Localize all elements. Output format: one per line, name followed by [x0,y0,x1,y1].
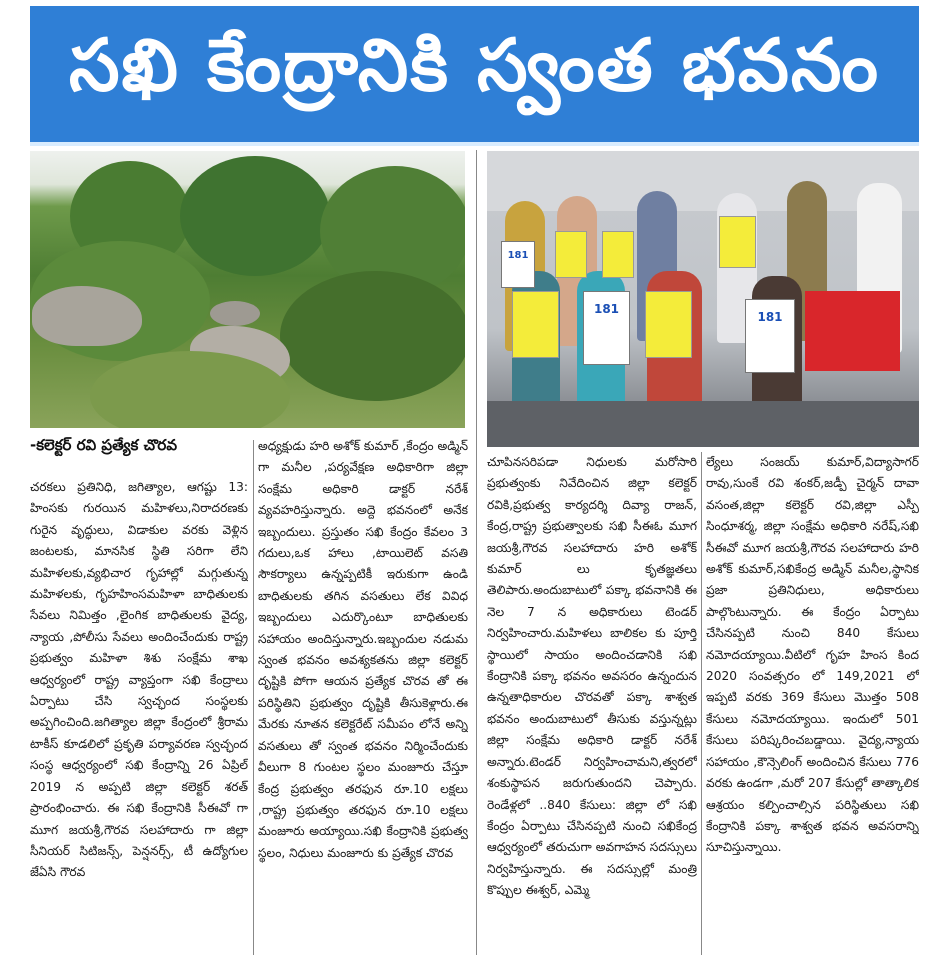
column-divider [476,150,477,955]
article-column-2: అధ్యక్షుడు హరి అశోక్ కుమార్ ,కేంద్రం అడ్మిన్ గా మనీల ,పర్యవేక్షణ అధికారిగా జిల్లా సంక్షేమ అధికారి డాక్టర్ నరేశ్ వ్యవహరిస్తున్నారు. అద్దె భవనంలో అనేక ఇబ్బందులు. ప్రస్తుతం సఖి కేంద్రం కేవలం 3 గదులు,ఒక హాలు ,టాయిలెట్ వసతి సౌకర్యాలు ఉన్నప్పటికీ ఇరుకుగా ఉండి బాధితులకు తగిన వసతులు లేక వివిధ ఇబ్బందులు ఎదుర్కొంటూ బాధితులకు సహాయం అందిస్తున్నారు.ఇబ్బందుల నడుమ స్వంత భవనం అవశ్యకతను జిల్లా కలెక్టర్ దృష్టికి పోగా ఆయన ప్రత్యేక చొరవ తో ఈ పరిస్థితిని ప్రభుత్వం దృష్టికి తీసుకెళ్లారు.ఈ మేరకు నూతన కలెక్టరేట్ సమీపం లోనే అన్ని వసతులు తో స్వంత భవనం నిర్మించేందుకు వీలుగా 8 గుంటల స్థలం మంజూరు చేస్తూ కేంద్ర ప్రభుత్వం తరఫున రూ.10 లక్షలు ,రాష్ట్ర ప్రభుత్వం తరఫున రూ.10 లక్షలు మంజూరు అయ్యాయి.సఖి కేంద్రానికి ప్రభుత్వ స్థలం, నిధులు మంజూరు కు ప్రత్యేక చొరవ [258,439,468,860]
overgrown-site-photo [30,151,465,428]
officials-releasing-posters-photo [487,151,919,447]
article-column-4: ల్యేలు సంజయ్ కుమార్,విద్యాసాగర్ రావు,సుంకే రవి శంకర్,జడ్పీ చైర్మన్ దావా వసంత,జిల్లా కలెక్టర్ రవి,జిల్లా ఎస్పీ సింధూశర్మ, జిల్లా సంక్షేమ అధికారి నరేష్,సఖి సీఈవో మూగ జయశ్రీ,గౌరవ సలహాదారు హరి అశోక్ కుమార్,సఖికేంద్ర అడ్మిన్ మనీల,స్థానిక ప్రజా ప్రతినిధులు, అధికారులు పాల్గొంటున్నారు. ఈ కేంద్రం ఏర్పాటు చేసినప్పటి నుంచి 840 కేసులు నమోదయ్యాయి.వీటిలో గృహ హింస కింద 2020 సంవత్సరం లో 149,2021 లో ఇప్పటి వరకు 369 కేసులు మొత్తం 508 కేసులు నమోదయ్యాయి. ఇందులో 501 కేసులు పరిష్కరించబడ్డాయి. వైద్య,న్యాయ సహాయం ,కౌన్సెలింగ్ అందించిన కేసులు 776 వరకు ఉండగా ,మరో 207 కేసుల్లో తాత్కాలిక ఆశ్రయం కల్పించాల్సిన పరిస్థితులు సఖి కేంద్రానికి పక్కా శాశ్వత భవన అవసరాన్ని సూచిస్తున్నాయి. [706,455,919,855]
column-divider [253,440,254,955]
poster-label: 181 [593,302,620,316]
article-column-3: చూపినసరిపడా నిధులకు మరోసారి ప్రభుత్వంకు నివేదించిన జిల్లా కలెక్టర్ రవికి,ప్రభుత్వ కార్యదర్శి దివ్యా రాజన్, కేంద్ర,రాష్ట్ర ప్రభుత్వాలకు సఖి సీఈఓ మూగ జయశ్రీ,గౌరవ సలహాదారు హరి అశోక్ కుమార్ లు కృతజ్ఞతలు తెలిపారు.అందుబాటులో పక్కా భవనానికి ఈ నెల 7 న అధికారులు టెండర్ నిర్వహించారు.మహిళలు బాలికల కు పూర్తి స్థాయిలో సాయం అందించడానికి సఖి కేంద్రానికి పక్కా భవనం అవసరం ఉన్నందున ఉన్నతాధికారుల చొరవతో పక్కా శాశ్వత భవనం అందుబాటులో తీసుకు వస్తున్నట్లు జిల్లా సంక్షేమ అధికారి డాక్టర్ నరేశ్ అన్నారు.టెండర్ నిర్వహించామని,త్వరలో శంకుస్థాపన జరుగుతుందని చెప్పారు. రెండేళ్లలో ..840 కేసులు: జిల్లా లో సఖి కేంద్రం ఏర్పాటు చేసినప్పటి నుంచి సఖికేంద్ర ఆధ్వర్యంలో తరుచుగా అవగాహన సదస్సులు నిర్వహిస్తున్నారు. ఈ సదస్సుల్లో మంత్రి కొప్పుల ఈశ్వర్, ఎమ్మె [487,455,697,898]
poster-label: 181 [507,250,529,261]
subheading: -కలెక్టర్ రవి ప్రత్యేక చొరవ [30,436,177,454]
headline-title: సఖి కేంద్రానికి స్వంత భవనం [69,23,880,107]
article-column-1: చరకలు ప్రతినిధి, జగిత్యాల, ఆగష్టు 13: హింసకు గురయిన మహిళలు,నిరాదరణకు గురైన వృద్ధులు, విడాకుల వరకు వెళ్లిన జంటలకు, మానసిక స్థితి సరిగా లేని మహిళలకు,వ్యభిచార గృహాల్లో మగ్గుతున్న మహిళలకు, గృహహింసమహిళా బాధితులకు సేవలు నిమిత్తం ,లైంగిక బాధితులకు వైద్య, న్యాయ ,పోలీసు సేవలు అందించేందుకు రాష్ట్ర ప్రభుత్వం మహిళా శిశు సంక్షేమ శాఖ ఆధ్వర్యంలో రాష్ట్ర వ్యాప్తంగా సఖి కేంద్రాలు ఏర్పాటు చేసి స్వచ్ఛంద సంస్థలకు అప్పగించింది.జగిత్యాల జిల్లా కేంద్రంలో శ్రీరామ టాకీస్ కూడలిలో ప్రకృతి పర్యావరణ స్వచ్ఛంద సంస్థ ఆధ్వర్యంలో సఖి కేంద్రాన్ని 26 ఏప్రిల్ 2019 న అప్పటి జిల్లా కలెక్టర్ శరత్ ప్రారంభించారు. ఈ సఖి కేంద్రానికి సీఈవో గా మూగ జయశ్రీ,గౌరవ సలహాదారు గా జిల్లా సీనియర్ సిటిజన్స్, పెన్షనర్స్, టీ ఉద్యోగుల జేఏసి గౌరవ [30,480,248,880]
column-divider [701,452,702,955]
headline-banner [30,6,919,146]
poster-label: 181 [757,310,783,324]
